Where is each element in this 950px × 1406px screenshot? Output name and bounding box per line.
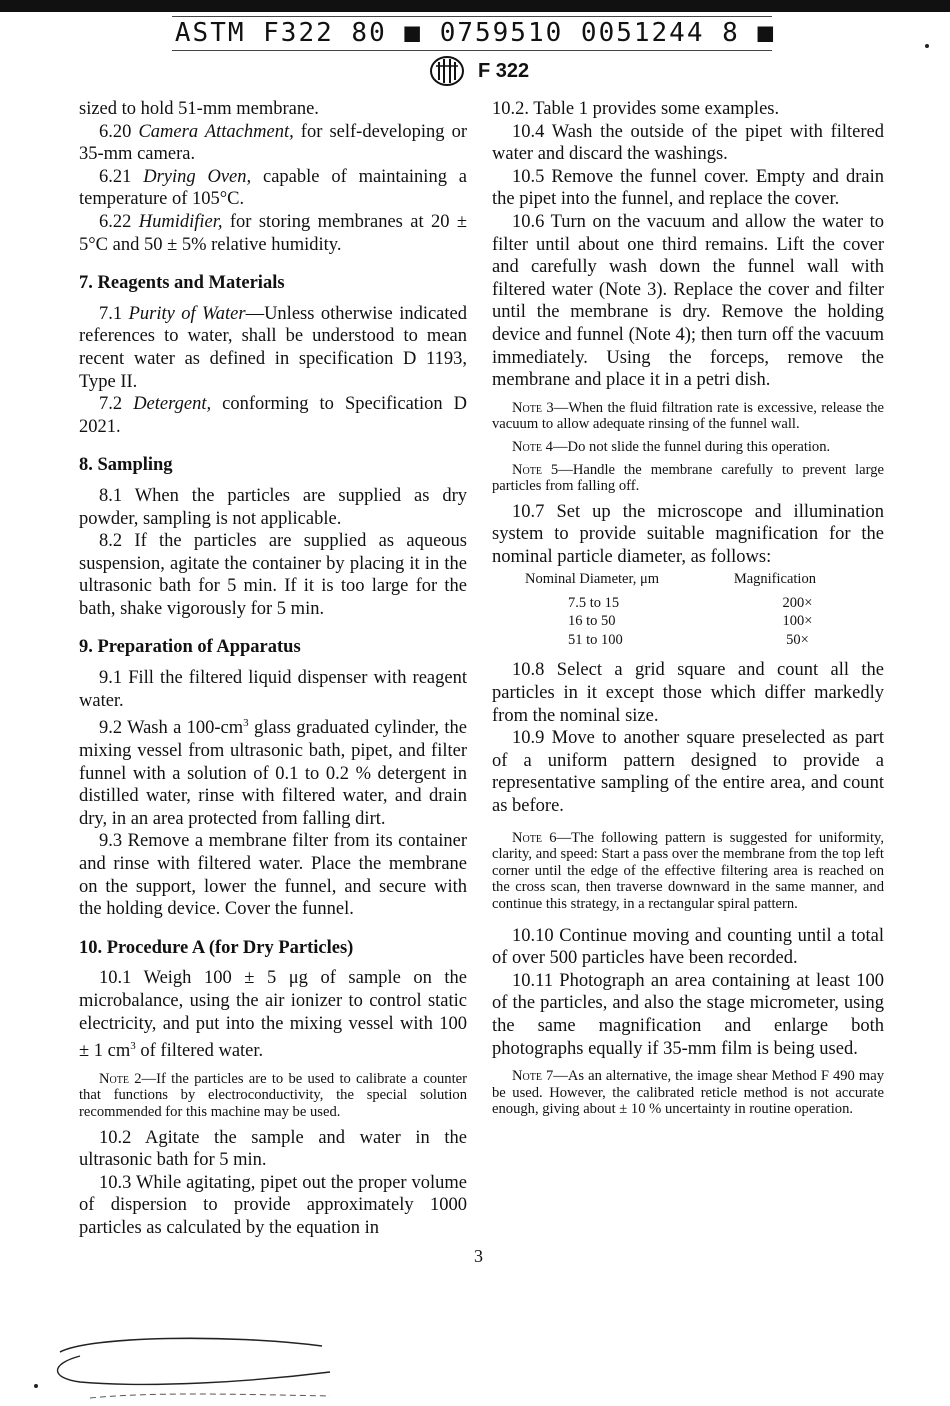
note-2: Note 2—If the particles are to be used to calibrate a counter that functions by electroconductivity, the special solution recommended for this machine may be used. <box>79 1070 467 1121</box>
para-8-2: 8.2 If the particles are supplied as aqueous suspension, agitate the container by placing it in the ultrasonic bath for 5 min. If it is too large for the bath, shake vigorously for 5 min. <box>79 531 467 619</box>
para-9-3: 9.3 Remove a membrane filter from its container and rinse with filtered water. Place the membrane on the support, lower the funnel, and secure with the holding device. Cover the funnel. <box>79 831 467 920</box>
left-column <box>79 98 467 1240</box>
header-rule-bottom <box>172 50 772 51</box>
para-10-6: 10.6 Turn on the vacuum and allow the water to filter until about one third remains. Lift the cover and carefully wash down the funnel wall with filtered water (Note 3). Replace the cover and filter until the membrane is dry. Remove the holding device and funnel (Note 4); then turn off the vacuum immediately. Using the forceps, remove the membrane and place it in a petri dish. <box>492 211 884 391</box>
table-cell-magnification: 50× <box>786 631 809 648</box>
table-cell-magnification: 200× <box>782 594 813 611</box>
right-column <box>492 98 884 1124</box>
para-10-10: 10.10 Continue moving and counting until a total of over 500 particles have been recorded. <box>492 925 884 969</box>
para-7-1: 7.1 Purity of Water—Unless otherwise indicated references to water, shall be understood to mean recent water as defined in specification D 1193, Type II. <box>79 303 467 392</box>
heading-section-8: 8. Sampling <box>79 455 173 476</box>
table-cell-magnification: 100× <box>782 613 813 630</box>
para-10-7: 10.7 Set up the microscope and illumination system to provide suitable magnification for the nominal particle diameter, as follows: <box>492 501 884 567</box>
para-10-2: 10.2 Agitate the sample and water in the ultrasonic bath for 5 min. <box>79 1127 467 1171</box>
table-cell-diameter: 51 to 100 <box>568 631 623 648</box>
table-cell-diameter: 7.5 to 15 <box>568 594 620 611</box>
para-10-1: 10.1 Weigh 100 ± 5 μg of sample on the microbalance, using the air ionizer to control static electricity, and put into the mixing vessel with 100 ± 1 $cm^3$ of filtered water. <box>79 968 467 1062</box>
para-10-3: 10.3 While agitating, pipet out the proper volume of dispersion to provide approximately 1000 particles as calculated by the equation in <box>79 1172 467 1239</box>
para-8-1: 8.1 When the particles are supplied as dry powder, sampling is not applicable. <box>79 485 467 529</box>
table-row <box>524 631 862 650</box>
note-6: Note 6—The following pattern is suggested for uniformity, clarity, and speed: Start a pass over the membrane from the top left corner until the edge of the effective filtering area is reached on the cross scan, then traverse downward in the same manner, and continue this strategy, in a rectangular spiral pattern. <box>492 829 884 912</box>
note-7: Note 7—As an alternative, the image shear Method F 490 may be used. However, the calibrated reticle method is not accurate enough, giving about ± 10 % uncertainty in routine operation. <box>492 1068 884 1118</box>
para-6-21: 6.21 Drying Oven, capable of maintaining a temperature of 105°C. <box>79 166 467 210</box>
para-6-22: 6.22 Humidifier, for storing membranes at 20 ± 5°C and 50 ± 5% relative humidity. <box>79 211 467 255</box>
page-number: 3 <box>474 1246 483 1266</box>
table-header-diameter: Nominal Diameter, μm <box>525 571 660 588</box>
para-10-5: 10.5 Remove the funnel cover. Empty and drain the pipet into the funnel, and replace the cover. <box>492 166 884 210</box>
astm-logo-icon <box>430 56 464 86</box>
standard-number: F 322 <box>478 59 530 82</box>
table-header-magnification: Magnification <box>733 571 816 588</box>
para-7-2: 7.2 Detergent, conforming to Specification D 2021. <box>79 394 468 437</box>
scan-speck <box>925 44 929 48</box>
header-rule-top <box>172 16 772 17</box>
para-9-1: 9.1 Fill the filtered liquid dispenser with reagent water. <box>79 668 467 711</box>
magnification-table <box>524 570 862 649</box>
table-row <box>524 612 862 631</box>
para-10-8: 10.8 Select a grid square and count all the particles in it except those which differ markedly from the nominal size. <box>492 660 884 726</box>
para-10-9: 10.9 Move to another square preselected as part of a uniform pattern designed to provide a representative sampling of the entire area, and count as before. <box>492 728 884 817</box>
para-10-4: 10.4 Wash the outside of the pipet with filtered water and discard the washings. <box>492 121 884 165</box>
note-4: Note 4—Do not slide the funnel during this operation. <box>512 438 831 455</box>
handwritten-scribble-icon <box>30 1316 370 1406</box>
note-5: Note 5—Handle the membrane carefully to prevent large particles from falling off. <box>492 461 884 495</box>
heading-section-9: 9. Preparation of Apparatus <box>79 637 301 658</box>
para-6-20: 6.20 Camera Attachment, for self-developing or 35-mm camera. <box>79 121 468 165</box>
table-cell-diameter: 16 to 50 <box>568 613 616 630</box>
standard-header <box>430 56 529 86</box>
note-3: Note 3—When the fluid filtration rate is excessive, release the vacuum to allow adequate rinsing of the funnel wall. <box>492 399 884 433</box>
top-scan-bar <box>0 0 950 12</box>
para-9-2: 9.2 Wash a $100-cm^3$ glass graduated cylinder, the mixing vessel from ultrasonic bath, pipet, and filter funnel with a solution of 0.1 to 0.2 % detergent in distilled water, rinse with filtered water, and drain dry, in an area protected from falling dirt. <box>79 717 467 829</box>
table-row <box>524 594 862 613</box>
para-10-2-cont: 10.2. Table 1 provides some examples. <box>492 99 780 119</box>
para-10-11: 10.11 Photograph an area containing at least 100 of the particles, and also the stage micrometer, using the same magnification and enlarge both photographs equally if 35-mm film is being used. <box>492 970 884 1059</box>
para-sized: sized to hold 51-mm membrane. <box>79 99 319 119</box>
heading-section-10: 10. Procedure A (for Dry Particles) <box>79 937 354 958</box>
heading-section-7: 7. Reagents and Materials <box>79 273 285 294</box>
document-code-line: ASTM F322 80 ■ 0759510 0051244 8 ■ <box>174 18 776 48</box>
